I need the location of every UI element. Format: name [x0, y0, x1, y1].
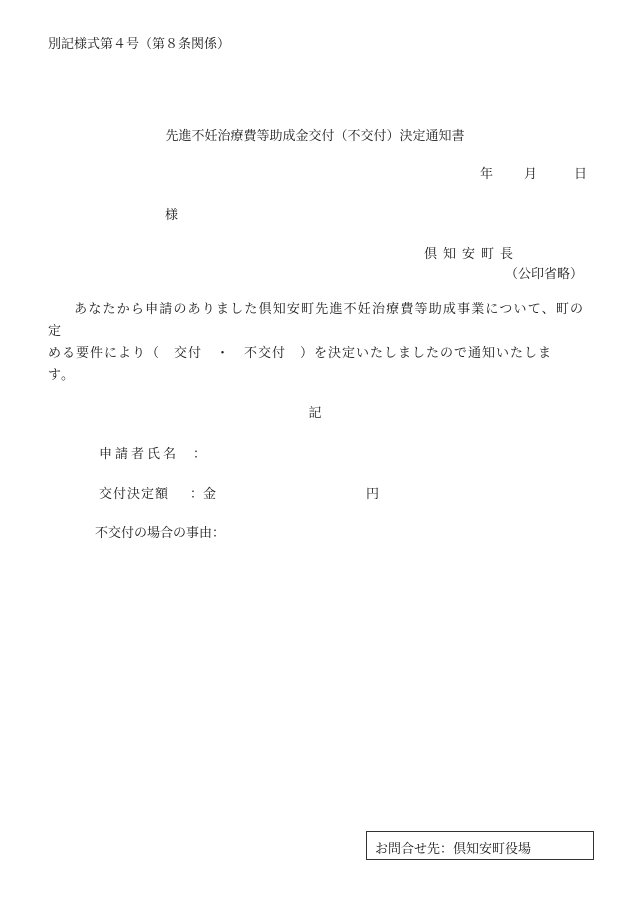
body-line-3: す。	[48, 368, 75, 383]
date-day-label: 日	[574, 167, 588, 182]
applicant-name-colon: ：	[193, 447, 207, 462]
seal-note: （公印省略）	[505, 267, 584, 282]
contact-box: お問合せ先：倶知安町役場	[366, 831, 594, 860]
grant-amount-prefix: ：金	[190, 487, 217, 502]
issuer-title: 倶知安町長	[424, 247, 520, 262]
form-number: 別記様式第４号（第８条関係）	[48, 37, 231, 52]
body-line-2: める要件により（ 交付 ・ 不交付 ）を決定いたしましたので通知いたしま	[48, 346, 553, 361]
grant-amount-label: 交付決定額	[99, 487, 170, 502]
date-line	[480, 163, 587, 182]
date-year-label: 年	[480, 167, 494, 182]
recipient-suffix: 様	[165, 208, 179, 223]
non-grant-reason-label: 不交付の場合の事由：	[95, 526, 226, 541]
date-month-label: 月	[524, 167, 538, 182]
ki-heading: 記	[308, 406, 322, 421]
applicant-name-label: 申請者氏名	[99, 447, 180, 462]
body-line-1: あなたから申請のありました倶知安町先進不妊治療費等助成事業について、町の定	[48, 302, 584, 339]
grant-amount-unit: 円	[366, 487, 380, 502]
document-title: 先進不妊治療費等助成金交付（不交付）決定通知書	[165, 129, 465, 144]
notification-body	[48, 299, 584, 387]
